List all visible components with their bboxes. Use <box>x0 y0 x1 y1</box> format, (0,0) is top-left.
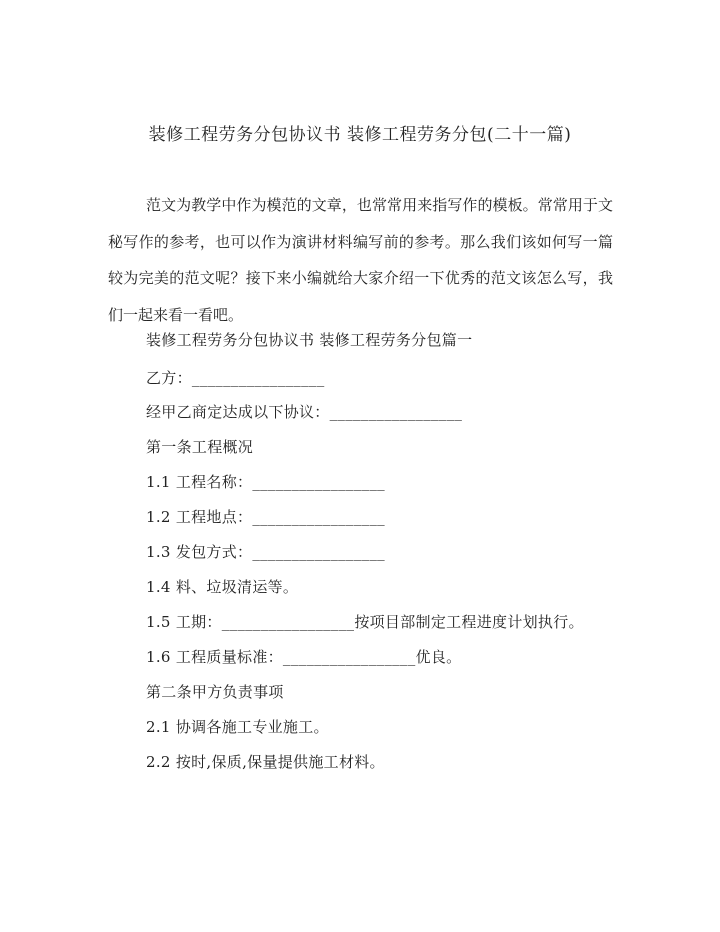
clause-1-2: 1.2 工程地点：_________________ <box>146 508 385 526</box>
document-title: 装修工程劳务分包协议书 装修工程劳务分包(二十一篇) <box>148 125 572 145</box>
intro-paragraph: 范文为教学中作为模范的文章，也常常用来指写作的模板。常常用于文秘写作的参考，也可以作为演讲材料编写前的参考。那么我们该如何写一篇较为完美的范文呢？接下来小编就给大家介绍一下优秀的范文该怎么写，我们一起来看一看吧。 <box>108 196 613 324</box>
party-b-line: 乙方：_________________ <box>146 369 325 387</box>
section-heading: 装修工程劳务分包协议书 装修工程劳务分包篇一 <box>146 331 473 349</box>
clause-1-1: 1.1 工程名称：_________________ <box>146 473 385 491</box>
clause-2-1: 2.1 协调各施工专业施工。 <box>146 718 329 736</box>
article-1-heading: 第一条工程概况 <box>146 438 254 456</box>
clause-1-6: 1.6 工程质量标准：_________________优良。 <box>146 648 462 666</box>
article-2-heading: 第二条甲方负责事项 <box>146 683 284 701</box>
agreement-line: 经甲乙商定达成以下协议：_________________ <box>146 403 463 421</box>
clause-1-4: 1.4 料、垃圾清运等。 <box>146 578 299 596</box>
clause-1-3: 1.3 发包方式：_________________ <box>146 543 385 561</box>
clause-1-5: 1.5 工期：_________________按项目部制定工程进度计划执行。 <box>146 613 584 631</box>
clause-2-2: 2.2 按时,保质,保量提供施工材料。 <box>146 753 385 771</box>
